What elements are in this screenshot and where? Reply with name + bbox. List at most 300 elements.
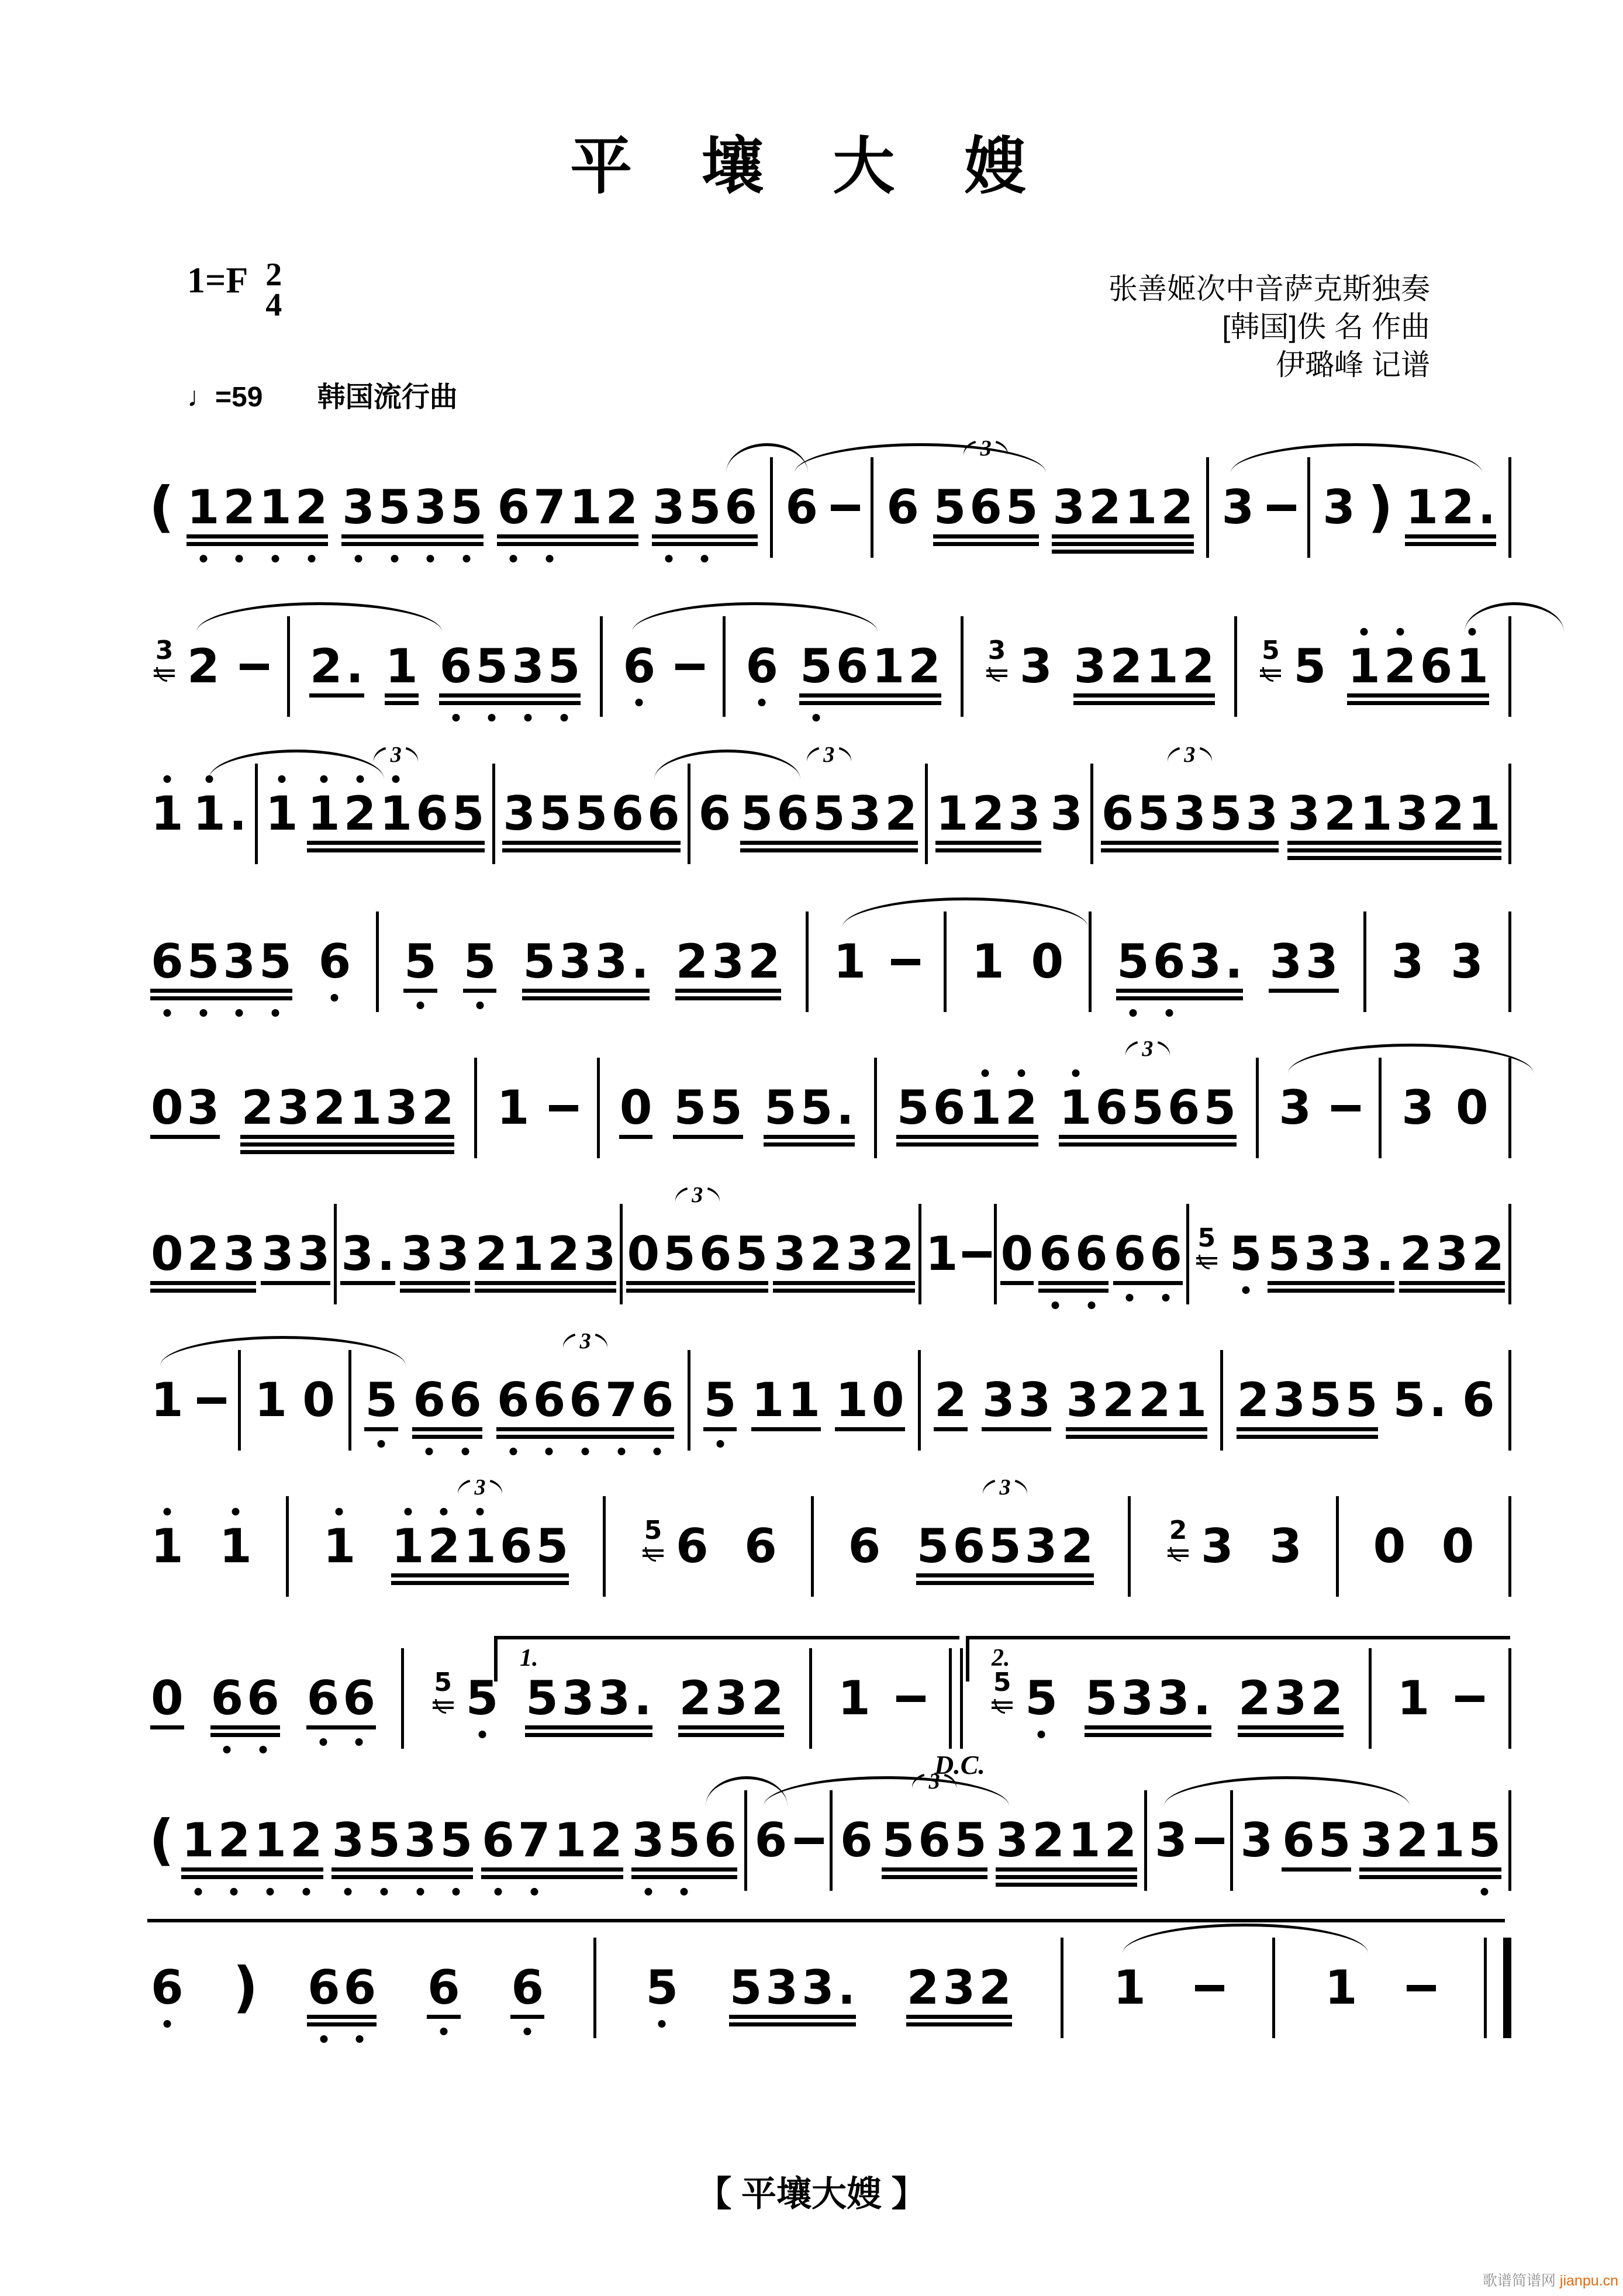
beam-underline: [341, 534, 484, 538]
open-paren-icon: (: [149, 475, 174, 539]
octave-dot-high: [1017, 1069, 1025, 1077]
note-group: 5: [702, 1377, 738, 1424]
barline: [688, 1350, 690, 1451]
system-6: [149, 1183, 1511, 1318]
grace-note: 5: [990, 1652, 1014, 1698]
note-group: 6: [840, 1813, 873, 1867]
beam-underline: [1073, 701, 1215, 705]
beam-underline: [678, 1725, 784, 1729]
key-label: 1=F: [187, 261, 248, 301]
beam-underline: [906, 2015, 1012, 2019]
beam-underline: [675, 989, 781, 993]
beam-underline: [673, 1135, 743, 1139]
beam-underline: [240, 1150, 454, 1154]
beam-underline: [496, 1435, 674, 1439]
note-group: 1: [496, 1080, 530, 1135]
barline: [961, 616, 964, 717]
note-group: 6: [621, 643, 658, 690]
note-group: 3 5 3 5: [330, 1817, 475, 1864]
beam-underline: [773, 1289, 915, 1293]
octave-dot-low: [644, 1888, 652, 1896]
beam-underline: [525, 1725, 652, 1729]
beam-underline: [1085, 1733, 1211, 1737]
note-group: 33: [1268, 938, 1339, 985]
barline: [1144, 1790, 1147, 1891]
note-group: 232: [905, 1964, 1013, 2011]
genre-label: 韩国流行曲: [317, 382, 458, 413]
octave-dot-low: [546, 555, 554, 562]
note-group: 6: [1462, 1373, 1495, 1427]
beam-underline: [150, 1725, 184, 1729]
barline: [597, 1058, 600, 1158]
beam-underline: [1399, 1289, 1505, 1293]
note-group: 533.: [1083, 1675, 1213, 1722]
note-group: 1: [384, 643, 420, 690]
note-group: 232: [677, 1675, 785, 1722]
beam-underline: [1052, 534, 1194, 538]
beam-underline: [631, 1867, 737, 1872]
system-11: [149, 1924, 1511, 2052]
beam-underline: [1052, 542, 1194, 546]
beam-underline: [652, 542, 758, 546]
barline: [1186, 1204, 1189, 1304]
meter-denominator: 4: [265, 286, 282, 323]
octave-dot-low: [331, 994, 339, 1002]
note-group: 1 2 1 65 3: [390, 1523, 570, 1570]
tie-arc: [196, 602, 442, 632]
octave-dot-high: [163, 1508, 171, 1515]
note-group: 3 2: [185, 643, 222, 690]
beam-underline: [307, 2015, 377, 2019]
grace-note: 5: [641, 1500, 665, 1546]
octave-dot-low: [665, 555, 672, 562]
octave-dot-low: [1162, 1294, 1170, 1301]
note-group: 232132: [239, 1085, 455, 1131]
beam-underline: [181, 1867, 323, 1872]
octave-dot-low: [524, 2028, 531, 2035]
beam-underline: [502, 848, 680, 852]
note-group: 0: [618, 1085, 654, 1131]
duration-dash: [795, 1838, 824, 1844]
note-group: 5 5: [1023, 1675, 1059, 1722]
octave-dot-low: [1165, 1009, 1173, 1017]
beam-underline: [496, 1427, 674, 1431]
octave-dot-low: [236, 555, 243, 562]
duration-dash: [1331, 1105, 1360, 1111]
octave-dot-low: [440, 2028, 447, 2035]
octave-dot-low: [391, 555, 398, 562]
beam-underline: [412, 1435, 482, 1439]
note-group: 33: [260, 1231, 331, 1278]
barline: [1508, 1350, 1511, 1451]
octave-dot-low: [582, 1448, 589, 1455]
beam-underline: [497, 534, 639, 538]
note-group: 5 5: [464, 1675, 500, 1722]
octave-dot-low: [378, 1440, 385, 1448]
triplet-mark: 3: [372, 744, 420, 766]
barline: [474, 1058, 477, 1158]
system-4: [149, 897, 1511, 1026]
octave-dot-low: [223, 1746, 231, 1753]
system-7: [149, 1329, 1511, 1465]
note-group: 6 6: [1037, 1231, 1109, 1278]
octave-dot-low: [1087, 1301, 1095, 1309]
beam-underline: [306, 1725, 376, 1729]
octave-dot-low: [701, 555, 709, 562]
octave-dot-low: [319, 1738, 327, 1746]
octave-dot-low: [1052, 1301, 1059, 1309]
octave-dot-low: [452, 714, 460, 721]
duration-dash: [1195, 1985, 1224, 1991]
extension-line: [147, 1919, 1505, 1922]
beam-underline: [1038, 1281, 1108, 1285]
note-group: 533.: [521, 938, 650, 985]
note-group: 5: [462, 938, 498, 985]
note-group: 6 5 3 5: [438, 643, 582, 690]
tie-arc: [1164, 1776, 1410, 1806]
beam-underline: [935, 841, 1041, 845]
beam-underline: [210, 1733, 280, 1737]
beam-underline: [996, 1867, 1138, 1872]
note-group: 6: [317, 938, 353, 985]
tie-arc: [1231, 443, 1482, 473]
octave-dot-low: [654, 1448, 661, 1455]
note-group: 2355: [1235, 1377, 1380, 1424]
note-group: 3: [1277, 1085, 1313, 1131]
octave-dot-low: [194, 1888, 202, 1896]
beam-underline: [1237, 1427, 1379, 1431]
beam-underline: [340, 1281, 395, 1285]
barline: [994, 1204, 997, 1304]
barline: [401, 1648, 404, 1749]
beam-underline: [181, 1875, 323, 1879]
note-group: 3212: [1072, 643, 1217, 690]
note-group: 1 2 1 2: [185, 484, 330, 531]
beam-underline: [427, 2015, 461, 2019]
note-group: 232: [674, 938, 782, 985]
note-group: 6 7 12: [480, 1817, 624, 1864]
beam-underline: [1237, 1435, 1379, 1439]
note-group: 5 5: [1228, 1231, 1264, 1278]
beam-underline: [619, 1135, 653, 1139]
beam-underline: [497, 542, 639, 546]
duration-dash: [240, 664, 269, 670]
beam-underline: [982, 1427, 1051, 1431]
beam-underline: [935, 848, 1041, 852]
beam-underline: [764, 1142, 855, 1147]
note-group: 5: [402, 938, 438, 985]
octave-dot-low: [560, 714, 568, 721]
beam-underline: [1405, 542, 1496, 546]
note-group: 3: [1050, 786, 1083, 841]
credit-composer: [韩国]佚 名 作曲: [1222, 310, 1430, 343]
note-group: 565 3: [932, 484, 1040, 531]
duration-dash: [896, 1696, 926, 1702]
barline: [1508, 1496, 1511, 1597]
beam-underline: [799, 693, 941, 698]
note-group: 6: [149, 1964, 185, 2011]
beam-underline: [1059, 1135, 1237, 1139]
beam-underline: [729, 2015, 856, 2019]
note-group: 33: [399, 1231, 471, 1278]
note-group: 03: [149, 1085, 221, 1131]
note-group: 10: [834, 1377, 906, 1424]
beam-underline: [400, 1281, 469, 1285]
note-group: 6 7 12: [496, 484, 640, 531]
footer-title: 【 平壤大嫂 】: [696, 2174, 927, 2214]
note-group: 12.: [1404, 484, 1497, 531]
barline: [1508, 1790, 1511, 1891]
beam-underline: [1268, 1281, 1394, 1285]
beam-underline: [331, 1867, 474, 1872]
note-group: 1: [149, 1377, 185, 1424]
octave-dot-low: [302, 1888, 310, 1896]
note-group: 2 3: [1199, 1523, 1235, 1570]
beam-underline: [187, 534, 329, 538]
barline: [918, 1204, 921, 1304]
duration-dash: [1195, 1838, 1224, 1844]
note-group: 0: [1456, 1080, 1489, 1135]
octave-dot-low: [426, 1448, 433, 1455]
duration-dash: [549, 1105, 578, 1111]
beam-underline: [150, 1289, 256, 1293]
note-group: 55: [672, 1085, 744, 1131]
barline: [600, 616, 603, 717]
octave-dot-low: [1242, 1286, 1249, 1294]
note-group: 1: [832, 938, 868, 985]
beam-underline: [896, 1142, 1038, 1147]
octave-dot-low: [524, 714, 531, 721]
octave-dot-low: [163, 2020, 171, 2028]
note-group: 1: [1397, 1671, 1430, 1725]
barline: [1508, 1204, 1511, 1304]
credit-performer: 张善姬次中音萨克斯独奏: [1109, 272, 1430, 305]
beam-underline: [1238, 1725, 1344, 1729]
note-group: 6: [509, 1964, 545, 2011]
beam-underline: [331, 1875, 474, 1879]
barline: [492, 764, 495, 864]
beam-underline: [1101, 841, 1279, 845]
watermark: [1483, 2269, 1618, 2290]
note-group: 533.: [728, 1964, 857, 2011]
triplet-mark: 3: [1166, 744, 1213, 766]
beam-underline: [1038, 1289, 1108, 1293]
barline: [1061, 1938, 1063, 2038]
octave-dot-low: [509, 1448, 517, 1455]
octave-dot-low: [344, 1888, 352, 1896]
beam-underline: [1405, 534, 1496, 538]
octave-dot-low: [236, 1009, 243, 1017]
octave-dot-high: [232, 1508, 239, 1515]
barline: [1508, 912, 1511, 1012]
triplet-mark: 3: [805, 744, 852, 766]
duration-dash: [891, 959, 920, 965]
octave-dot-high: [320, 775, 327, 783]
barline: [1234, 616, 1237, 717]
octave-dot-low: [510, 555, 517, 562]
grace-note: 5: [1259, 620, 1282, 667]
beam-underline: [463, 989, 497, 993]
note-group: 6: [753, 1817, 789, 1864]
beam-underline: [882, 1867, 987, 1872]
note-group: 6 6: [305, 1675, 377, 1722]
octave-dot-low: [163, 1009, 171, 1017]
note-group: 565 3: [880, 1817, 989, 1864]
beam-underline: [916, 1581, 1094, 1585]
tie-arc: [209, 750, 384, 779]
beam-underline: [210, 1725, 280, 1729]
note-group: 6: [744, 643, 780, 690]
octave-dot-high: [163, 775, 171, 783]
beam-underline: [1287, 856, 1501, 860]
note-group: 0: [1441, 1519, 1474, 1573]
beam-underline: [799, 701, 941, 705]
barline: [286, 1496, 289, 1597]
octave-dot-low: [462, 555, 470, 562]
triplet-mark: 3: [981, 1476, 1028, 1499]
tie-arc: [764, 1776, 1009, 1806]
close-paren-icon: ): [233, 1956, 258, 2019]
tie-arc: [842, 897, 1088, 927]
beam-underline: [996, 1875, 1138, 1879]
octave-dot-low: [416, 1002, 424, 1009]
note-group: 3215: [1358, 1817, 1503, 1864]
note-group: 2.: [308, 643, 365, 690]
octave-dot-high: [392, 775, 400, 783]
octave-dot-high: [1360, 628, 1368, 636]
note-group: 321321: [1286, 790, 1503, 837]
meter-numerator: 2: [265, 257, 282, 293]
note-group: 35566: [501, 790, 681, 837]
note-group: 65: [1280, 1817, 1352, 1864]
octave-dot-low: [494, 1888, 502, 1896]
octave-dot-low: [1126, 1294, 1134, 1301]
triplet-mark: 3: [962, 437, 1010, 460]
beam-underline: [934, 1427, 968, 1431]
system-10: [149, 1769, 1511, 1905]
beam-underline: [385, 693, 419, 698]
system-2: [149, 602, 1511, 731]
note-group: 2123: [474, 1231, 618, 1278]
grace-note: 5: [431, 1652, 455, 1698]
octave-dot-low: [1129, 1009, 1137, 1017]
octave-dot-low: [356, 2035, 364, 2043]
note-group: 3: [1269, 1519, 1302, 1573]
octave-dot-low: [267, 1888, 274, 1896]
credit-transcriber: 伊璐峰 记谱: [1276, 348, 1430, 381]
note-group: 1: [971, 934, 1004, 989]
beam-underline: [522, 989, 649, 993]
duration-dash: [962, 1251, 992, 1258]
close-paren-icon: ): [1368, 475, 1393, 539]
octave-dot-low: [354, 555, 362, 562]
grace-note: 3: [985, 620, 1009, 667]
beam-underline: [751, 1427, 821, 1431]
duration-dash: [831, 505, 860, 511]
beam-underline: [522, 996, 649, 1000]
octave-dot-high: [278, 775, 285, 783]
beam-underline: [439, 693, 581, 698]
beam-underline: [678, 1733, 784, 1737]
triplet-mark: 3: [674, 1184, 721, 1206]
dc-mark: D.C.: [934, 1750, 985, 1780]
octave-dot-high: [404, 1508, 412, 1515]
octave-dot-low: [617, 1448, 625, 1455]
octave-dot-low: [199, 555, 207, 562]
note-group: 1 2 1 2: [180, 1817, 324, 1864]
octave-dot-high: [336, 1508, 343, 1515]
octave-dot-low: [658, 2020, 666, 2028]
beam-underline: [341, 542, 484, 546]
note-group: 5 6 3.: [1115, 938, 1244, 985]
duration-dash: [675, 664, 705, 670]
tie-arc: [1123, 1924, 1368, 1953]
note-group: 5 5: [1292, 643, 1328, 690]
note-group: 3: [1451, 934, 1483, 989]
note-group: 0: [999, 1231, 1035, 1278]
beam-underline: [391, 1581, 569, 1585]
grace-note: 5: [1195, 1207, 1218, 1254]
beam-underline: [187, 542, 329, 546]
beam-underline: [1282, 1867, 1351, 1872]
beam-underline: [703, 1427, 737, 1431]
beam-underline: [403, 989, 437, 993]
note-group: 55.: [762, 1085, 856, 1131]
barline: [1363, 912, 1366, 1012]
beam-underline: [896, 1135, 1038, 1139]
beam-underline: [1359, 1875, 1501, 1879]
octave-dot-high: [356, 775, 364, 783]
octave-dot-low: [199, 1009, 207, 1017]
barline: [806, 912, 809, 1012]
tie-arc: [1288, 1044, 1534, 1073]
beam-underline: [1066, 1435, 1208, 1439]
note-group: 3: [1240, 1813, 1273, 1867]
beam-underline: [1073, 693, 1215, 698]
note-group: 3 5 6: [651, 484, 759, 531]
beam-underline: [1059, 1142, 1237, 1147]
system-8: [149, 1475, 1511, 1611]
beam-underline: [307, 2022, 377, 2026]
note-group: 3: [1401, 1080, 1434, 1135]
note-group: 1: [838, 1671, 871, 1725]
note-group: 1: [1324, 1960, 1358, 2015]
barline: [874, 1058, 877, 1158]
note-group: 6: [426, 1964, 462, 2011]
volta-bracket: [494, 1636, 959, 1682]
beam-underline: [1101, 848, 1279, 852]
watermark-site: 歌谱简谱网: [1482, 2273, 1560, 2289]
note-group: 3212: [994, 1817, 1139, 1864]
beam-underline: [1399, 1281, 1505, 1285]
octave-dot-low: [1038, 1731, 1045, 1738]
beam-underline: [729, 2022, 856, 2026]
note-group: 0: [302, 1373, 335, 1427]
note-group: 3: [1153, 1817, 1189, 1864]
beam-underline: [309, 693, 364, 698]
note-group: 1: [264, 790, 300, 837]
beam-underline: [475, 1289, 617, 1293]
note-group: 232: [1237, 1675, 1345, 1722]
beam-underline: [764, 1135, 855, 1139]
note-group: 1: [925, 1227, 958, 1281]
beam-underline: [835, 1427, 904, 1431]
note-group: 1: [322, 1523, 358, 1570]
note-group: 6: [783, 484, 820, 531]
beam-underline: [240, 1135, 454, 1139]
beam-underline: [1085, 1725, 1211, 1729]
beam-underline: [1238, 1733, 1344, 1737]
